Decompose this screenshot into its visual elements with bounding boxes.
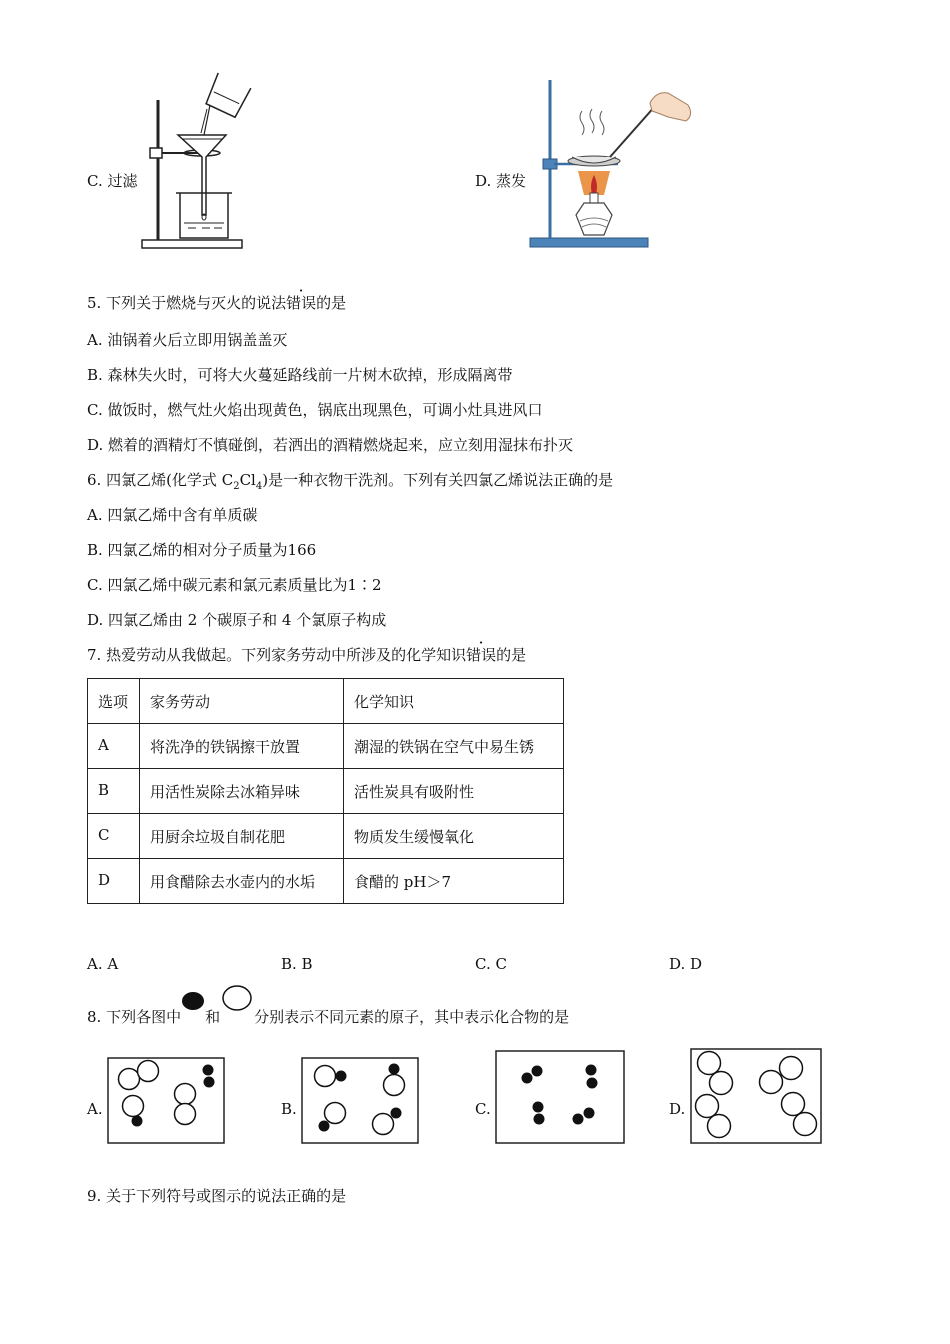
row-b-option: B	[88, 769, 140, 814]
q6-stem-end: )是一种衣物干洗剂。下列有关四氯乙烯说法正确的是	[262, 471, 614, 489]
q6-option-c: C. 四氯乙烯中碳元素和氯元素质量比为1∶2	[87, 576, 382, 594]
q6-formula-cl: Cl	[239, 471, 256, 489]
q7-table	[87, 678, 564, 904]
q8-stem-text: 8. 下列各图中	[87, 1008, 182, 1026]
table-row	[88, 769, 564, 814]
q9-stem: 9. 关于下列符号或图示的说法正确的是	[87, 1187, 347, 1205]
row-a-chemistry: 潮湿的铁锅在空气中易生锈	[344, 724, 564, 769]
filtration-apparatus-figure	[140, 75, 260, 255]
q8-diagram-c	[495, 1050, 625, 1144]
q7-emphasis: 错误	[466, 646, 497, 664]
evaporation-apparatus-figure	[528, 75, 698, 255]
row-c-option: C	[88, 814, 140, 859]
header-option: 选项	[88, 679, 140, 724]
header-chemistry: 化学知识	[344, 679, 564, 724]
option-c-filtration: C. 过滤	[87, 172, 138, 190]
table-header-row	[88, 679, 564, 724]
q8-label-d: D.	[669, 1100, 686, 1118]
row-b-housework: 用活性炭除去冰箱异味	[140, 769, 344, 814]
q8-stem-and: 和	[205, 1008, 221, 1026]
q6-stem	[87, 469, 613, 492]
q8-diagram-d	[690, 1048, 822, 1144]
q8-diagram-b	[301, 1057, 419, 1144]
q7-stem-end: 的是	[496, 646, 527, 664]
table-row	[88, 814, 564, 859]
q8-stem	[87, 1002, 569, 1027]
row-d-chemistry: 食醋的 pH＞7	[344, 859, 564, 904]
q7-answer-a: A. A	[87, 955, 119, 973]
row-a-option: A	[88, 724, 140, 769]
q5-option-a: A. 油锅着火后立即用锅盖盖灭	[87, 331, 288, 349]
row-d-option: D	[88, 859, 140, 904]
q8-label-a: A.	[87, 1100, 103, 1118]
table-row	[88, 724, 564, 769]
header-housework: 家务劳动	[140, 679, 344, 724]
q6-option-d: D. 四氯乙烯由 2 个碳原子和 4 个氯原子构成	[87, 611, 387, 629]
q8-label-b: B.	[281, 1100, 297, 1118]
white-atom-icon	[220, 1002, 254, 1022]
black-atom-icon	[181, 1002, 205, 1022]
row-a-housework: 将洗净的铁锅擦干放置	[140, 724, 344, 769]
q5-option-c: C. 做饭时，燃气灶火焰出现黄色，锅底出现黑色，可调小灶具进风口	[87, 401, 543, 419]
q6-subscript-c: 2	[233, 481, 240, 492]
q6-option-b: B. 四氯乙烯的相对分子质量为166	[87, 541, 317, 559]
q5-emphasis: 错误	[286, 294, 317, 312]
q5-stem-end: 的是	[316, 294, 347, 312]
q7-stem-text: 7. 热爱劳动从我做起。下列家务劳动中所涉及的化学知识	[87, 646, 467, 664]
row-c-housework: 用厨余垃圾自制花肥	[140, 814, 344, 859]
q5-option-d: D. 燃着的酒精灯不慎碰倒，若洒出的酒精燃烧起来，应立刻用湿抹布扑灭	[87, 436, 574, 454]
q6-option-a: A. 四氯乙烯中含有单质碳	[87, 506, 258, 524]
q5-stem-text: 5. 下列关于燃烧与灭火的说法	[87, 294, 287, 312]
q7-answer-b: B. B	[281, 955, 313, 973]
q5-option-b: B. 森林失火时，可将大火蔓延路线前一片树木砍掉，形成隔离带	[87, 366, 513, 384]
row-c-chemistry: 物质发生缓慢氧化	[344, 814, 564, 859]
q8-diagram-a	[107, 1057, 225, 1144]
q7-answer-d: D. D	[669, 955, 703, 973]
q6-subscript-cl: 4	[255, 481, 263, 492]
q8-stem-end: 分别表示不同元素的原子，其中表示化合物的是	[254, 1008, 570, 1026]
q8-label-c: C.	[475, 1100, 491, 1118]
table-row	[88, 859, 564, 904]
row-b-chemistry: 活性炭具有吸附性	[344, 769, 564, 814]
option-d-evaporation: D. 蒸发	[475, 172, 527, 190]
q6-stem-text: 6. 四氯乙烯(化学式 C	[87, 471, 234, 489]
q5-stem	[87, 292, 346, 313]
q7-answer-c: C. C	[475, 955, 507, 973]
q7-stem	[87, 644, 526, 665]
row-d-housework: 用食醋除去水壶内的水垢	[140, 859, 344, 904]
